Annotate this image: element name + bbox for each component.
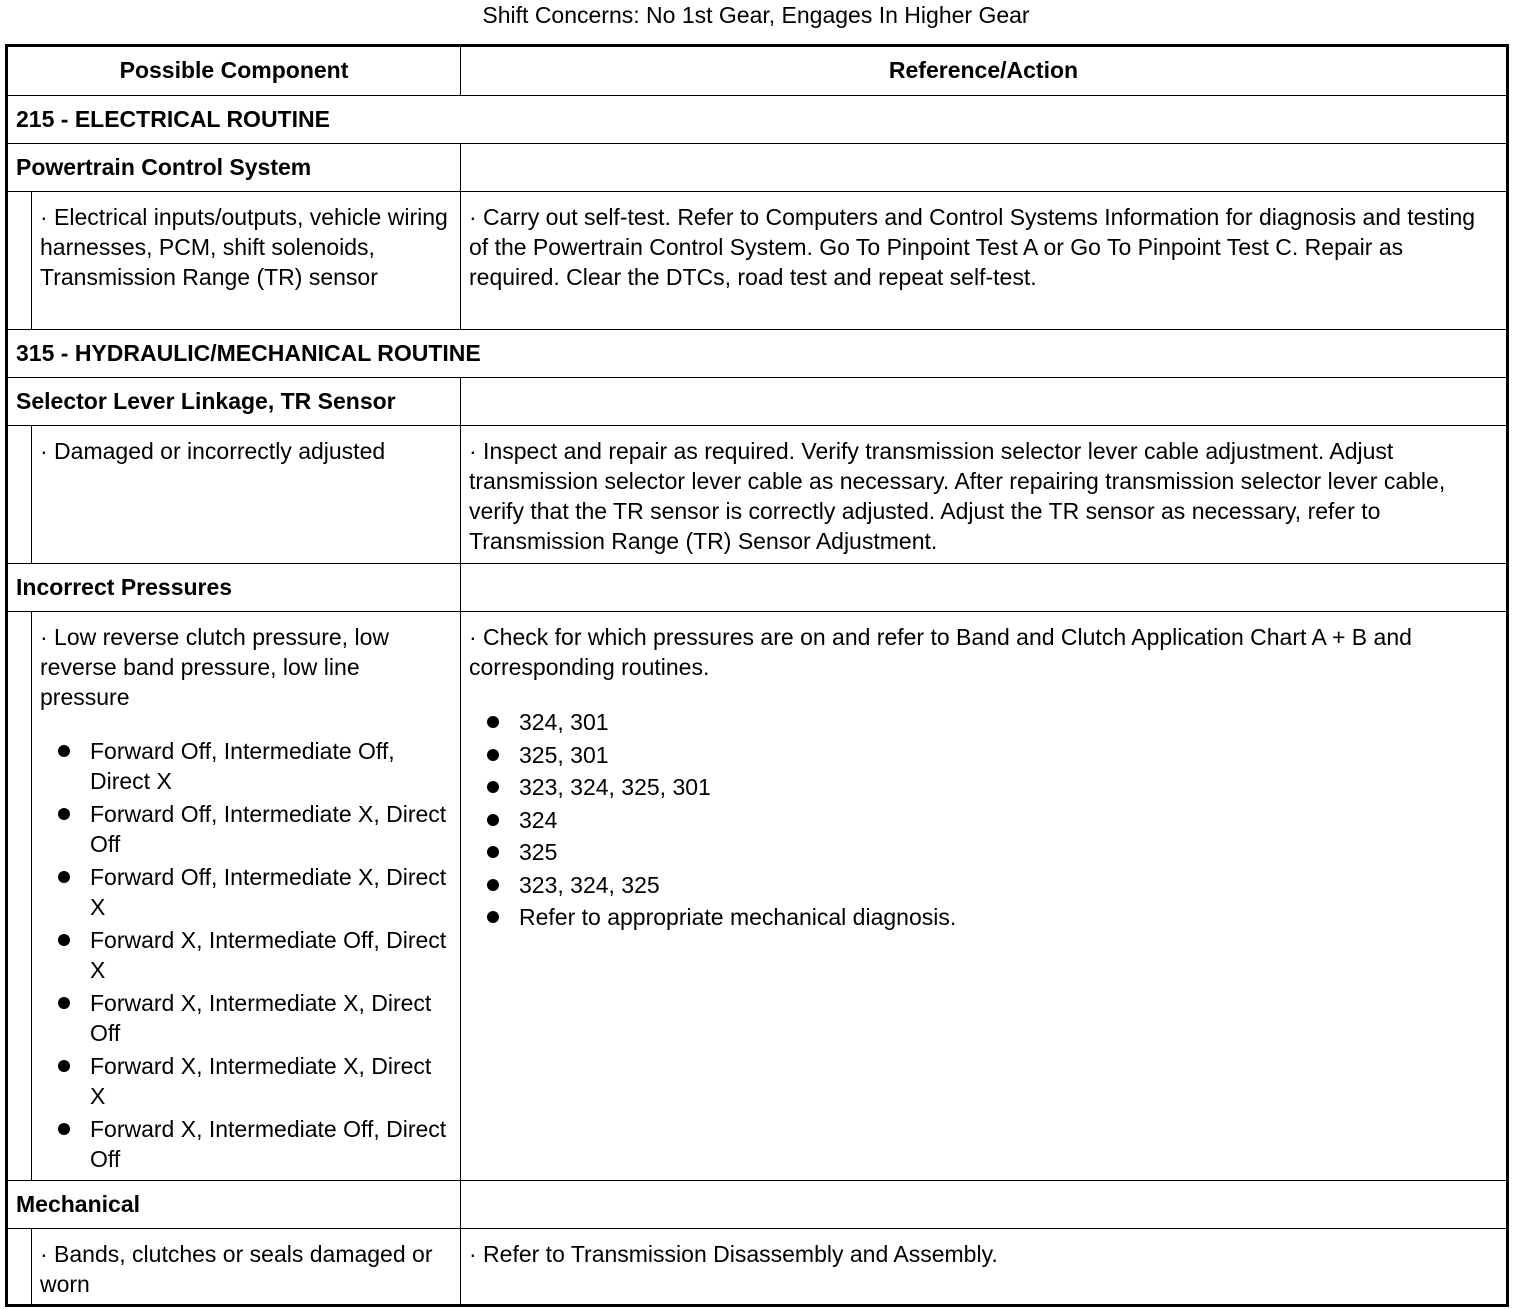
- indent-column: [8, 1229, 32, 1304]
- indent-column: [8, 192, 32, 329]
- list-item: 323, 324, 325, 301: [469, 772, 1500, 802]
- group-title: Incorrect Pressures: [8, 564, 461, 611]
- group-title: Powertrain Control System: [8, 144, 461, 191]
- table-row: [8, 611, 1506, 1180]
- list-item: 324: [469, 805, 1500, 835]
- group-row-powertrain: [8, 143, 1506, 191]
- group-title: Mechanical: [8, 1181, 461, 1228]
- component-text: · Electrical inputs/outputs, vehicle wiring harnesses, PCM, shift solenoids, Transmission Range (TR) sensor: [40, 204, 448, 290]
- list-item: Forward X, Intermediate X, Direct Off: [40, 988, 452, 1048]
- action-text: · Carry out self-test. Refer to Computers and Control Systems Information for diagnosis and testing of the Powertrain Control System. Go To Pinpoint Test A or Go To Pinpoint Test C. Repair as required. Clear the DTCs, road test and repeat self-test.: [469, 204, 1476, 290]
- group-row-selector-lever: [8, 377, 1506, 425]
- group-title-empty-cell: [461, 564, 1506, 611]
- component-cell: [8, 426, 461, 563]
- list-item: 325: [469, 837, 1500, 867]
- action-content: [469, 622, 1500, 935]
- action-cell: [461, 1229, 1506, 1304]
- table-header-row: [8, 47, 1506, 95]
- group-title-empty-cell: [461, 378, 1506, 425]
- group-title-empty-cell: [461, 144, 1506, 191]
- component-cell: [8, 612, 461, 1180]
- table-caption: Shift Concerns: No 1st Gear, Engages In Higher Gear: [482, 2, 1030, 28]
- list-item: 324, 301: [469, 707, 1500, 737]
- component-text: · Bands, clutches or seals damaged or worn: [40, 1241, 433, 1297]
- action-cell: [461, 612, 1506, 1180]
- group-title: Selector Lever Linkage, TR Sensor: [8, 378, 461, 425]
- list-item: Forward X, Intermediate Off, Direct X: [40, 925, 452, 985]
- action-bullet-list: [469, 707, 1500, 932]
- table-row: [8, 1228, 1506, 1304]
- action-text: · Check for which pressures are on and refer to Band and Clutch Application Chart A + B and corresponding routines.: [469, 624, 1412, 680]
- list-item: Forward Off, Intermediate X, Direct X: [40, 862, 452, 922]
- component-bullet-list: [40, 736, 452, 1174]
- action-text: · Refer to Transmission Disassembly and Assembly.: [469, 1241, 998, 1267]
- component-text: · Damaged or incorrectly adjusted: [40, 438, 386, 464]
- group-row-mechanical: [8, 1180, 1506, 1228]
- action-text: · Inspect and repair as required. Verify transmission selector lever cable adjustment. Adjust transmission selector lever cable as necessary. After repairing transmission selector lever cable, verify that the TR sensor is correctly adjusted. Adjust the TR sensor as necessary, refer to Transmission Range (TR) Sensor Adjustment.: [469, 438, 1446, 554]
- list-item: 323, 324, 325: [469, 870, 1500, 900]
- indent-column: [8, 426, 32, 563]
- column-header-component: Possible Component: [8, 47, 461, 95]
- action-cell: [461, 426, 1506, 563]
- indent-column: [8, 612, 32, 1180]
- list-item: 325, 301: [469, 740, 1500, 770]
- action-cell: [461, 192, 1506, 329]
- diagnosis-table: [5, 44, 1509, 1307]
- table-row: [8, 425, 1506, 563]
- component-cell: [8, 192, 461, 329]
- group-title-empty-cell: [461, 1181, 1506, 1228]
- component-content: [40, 622, 452, 1177]
- section-row-hydraulic-mechanical: 315 - HYDRAULIC/MECHANICAL ROUTINE: [8, 329, 1506, 377]
- component-text: · Low reverse clutch pressure, low reverse band pressure, low line pressure: [40, 624, 389, 710]
- table-row: [8, 191, 1506, 329]
- list-item: Forward Off, Intermediate Off, Direct X: [40, 736, 452, 796]
- list-item: Refer to appropriate mechanical diagnosis.: [469, 902, 1500, 932]
- section-row-electrical: 215 - ELECTRICAL ROUTINE: [8, 95, 1506, 143]
- component-cell: [8, 1229, 461, 1304]
- list-item: Forward X, Intermediate Off, Direct Off: [40, 1114, 452, 1174]
- group-row-incorrect-pressures: [8, 563, 1506, 611]
- column-header-action: Reference/Action: [888, 57, 1079, 83]
- list-item: Forward Off, Intermediate X, Direct Off: [40, 799, 452, 859]
- list-item: Forward X, Intermediate X, Direct X: [40, 1051, 452, 1111]
